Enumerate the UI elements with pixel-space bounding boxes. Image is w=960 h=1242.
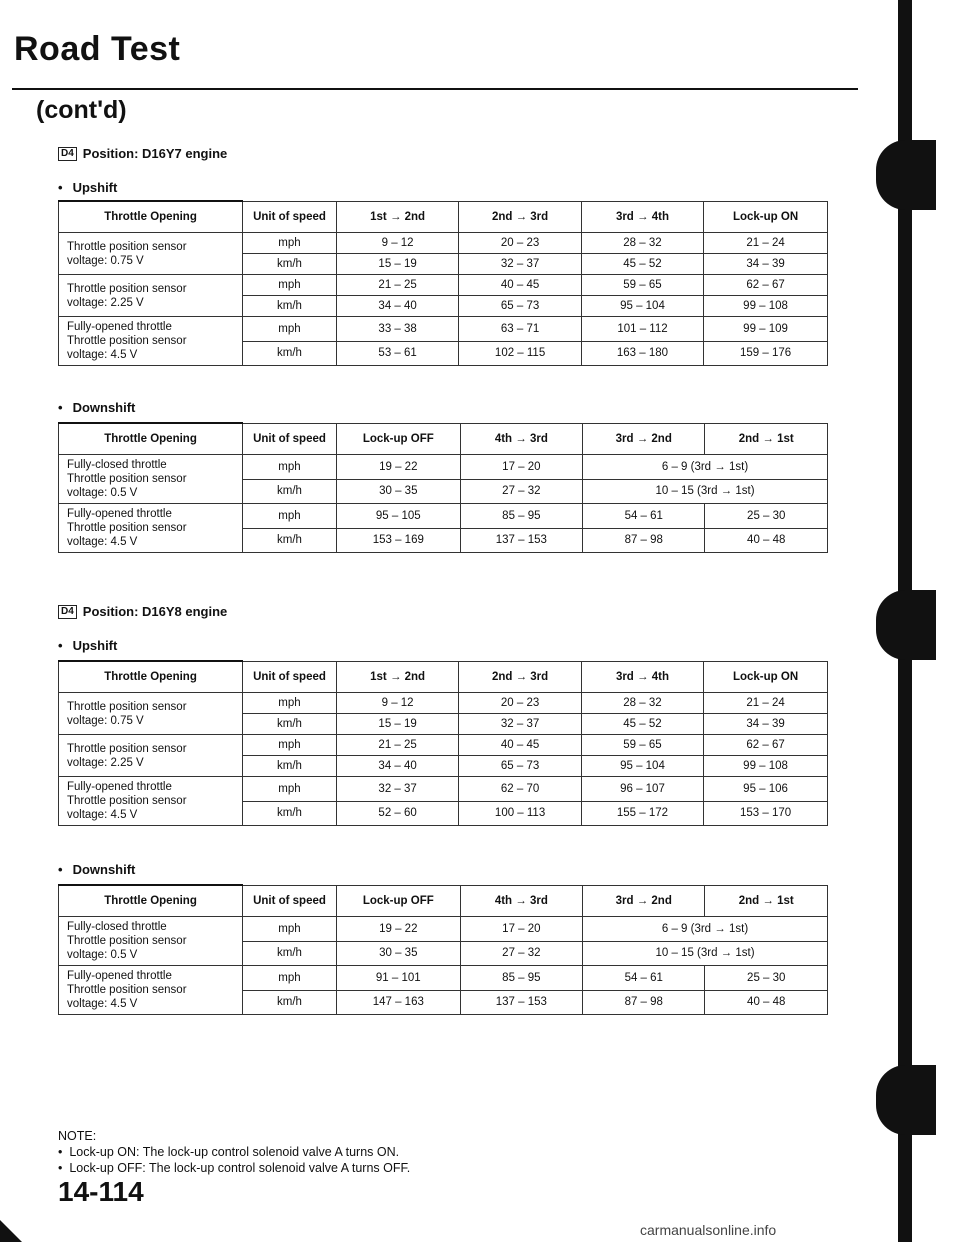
table-heading: • Downshift bbox=[58, 862, 136, 877]
note-block bbox=[58, 1128, 410, 1176]
column-header: Lock-up OFF bbox=[336, 885, 460, 917]
value-cell: 99 – 108 bbox=[704, 756, 828, 777]
value-cell: 99 – 108 bbox=[704, 296, 828, 317]
value-cell: 52 – 60 bbox=[336, 801, 458, 826]
bullet-icon: • bbox=[58, 862, 63, 877]
unit-cell: mph bbox=[243, 504, 337, 529]
unit-cell: mph bbox=[243, 233, 337, 254]
value-cell: 32 – 37 bbox=[336, 777, 458, 802]
table-row bbox=[59, 735, 828, 756]
value-cell: 153 – 169 bbox=[336, 528, 460, 553]
table-row bbox=[59, 966, 828, 991]
column-header: 3rd → 4th bbox=[581, 661, 703, 693]
table-row bbox=[59, 777, 828, 802]
value-cell: 21 – 25 bbox=[336, 735, 458, 756]
column-header: Unit of speed bbox=[243, 661, 337, 693]
note-item: • Lock-up OFF: The lock-up control solenoid valve A turns OFF. bbox=[58, 1161, 411, 1175]
row-label: Fully-closed throttle Throttle position sensor voltage: 0.5 V bbox=[59, 455, 243, 504]
column-header: 2nd → 3rd bbox=[459, 201, 581, 233]
value-cell: 15 – 19 bbox=[336, 254, 458, 275]
section-tab bbox=[876, 1065, 936, 1135]
value-cell: 95 – 104 bbox=[581, 296, 703, 317]
unit-cell: mph bbox=[243, 693, 337, 714]
value-cell: 62 – 70 bbox=[459, 777, 581, 802]
note-item: • Lock-up ON: The lock-up control solenoid valve A turns ON. bbox=[58, 1145, 400, 1159]
value-cell: 137 – 153 bbox=[460, 990, 582, 1015]
value-cell: 28 – 32 bbox=[581, 693, 703, 714]
value-cell: 20 – 23 bbox=[459, 233, 581, 254]
value-cell: 34 – 39 bbox=[704, 254, 828, 275]
column-header: Unit of speed bbox=[243, 885, 337, 917]
section-heading-text: Position: D16Y7 engine bbox=[82, 146, 228, 161]
column-header: Lock-up OFF bbox=[336, 423, 460, 455]
value-cell: 65 – 73 bbox=[459, 296, 581, 317]
column-header: 3rd → 2nd bbox=[583, 885, 705, 917]
value-cell: 155 – 172 bbox=[581, 801, 703, 826]
value-cell: 101 – 112 bbox=[581, 317, 703, 342]
page-subtitle: (cont'd) bbox=[36, 96, 127, 124]
column-header: Lock-up ON bbox=[704, 661, 828, 693]
value-cell: 63 – 71 bbox=[459, 317, 581, 342]
column-header: 1st → 2nd bbox=[336, 661, 458, 693]
value-cell: 28 – 32 bbox=[581, 233, 703, 254]
value-cell: 17 – 20 bbox=[460, 917, 582, 942]
section-heading-text: Position: D16Y8 engine bbox=[82, 604, 228, 619]
column-header: Throttle Opening bbox=[59, 423, 243, 455]
value-cell: 32 – 37 bbox=[459, 714, 581, 735]
unit-cell: km/h bbox=[243, 341, 337, 366]
row-label: Fully-closed throttle Throttle position sensor voltage: 0.5 V bbox=[59, 917, 243, 966]
table-row bbox=[59, 233, 828, 254]
column-header: 2nd → 1st bbox=[705, 885, 828, 917]
value-cell: 32 – 37 bbox=[459, 254, 581, 275]
unit-cell: mph bbox=[243, 777, 337, 802]
value-cell: 53 – 61 bbox=[336, 341, 458, 366]
value-cell: 19 – 22 bbox=[336, 917, 460, 942]
column-header: 3rd → 4th bbox=[581, 201, 703, 233]
section-heading bbox=[58, 604, 227, 619]
unit-cell: km/h bbox=[243, 528, 337, 553]
value-cell: 9 – 12 bbox=[336, 693, 458, 714]
section-heading bbox=[58, 146, 227, 161]
table-heading: • Downshift bbox=[58, 400, 136, 415]
gear-position-badge: D4 bbox=[58, 147, 77, 161]
value-cell-span: 6 – 9 (3rd → 1st) bbox=[583, 455, 828, 480]
page-title: Road Test bbox=[14, 30, 181, 68]
value-cell: 30 – 35 bbox=[336, 941, 460, 966]
value-cell: 21 – 24 bbox=[704, 233, 828, 254]
value-cell: 62 – 67 bbox=[704, 275, 828, 296]
value-cell: 27 – 32 bbox=[460, 479, 582, 504]
column-header: Throttle Opening bbox=[59, 201, 243, 233]
value-cell: 54 – 61 bbox=[583, 504, 705, 529]
value-cell: 30 – 35 bbox=[336, 479, 460, 504]
column-header: Throttle Opening bbox=[59, 885, 243, 917]
unit-cell: km/h bbox=[243, 941, 337, 966]
section-tab bbox=[876, 140, 936, 210]
value-cell: 9 – 12 bbox=[336, 233, 458, 254]
value-cell: 40 – 45 bbox=[459, 735, 581, 756]
table-heading: • Upshift bbox=[58, 638, 118, 653]
value-cell: 85 – 95 bbox=[460, 966, 582, 991]
column-header: 2nd → 3rd bbox=[459, 661, 581, 693]
value-cell-span: 6 – 9 (3rd → 1st) bbox=[583, 917, 828, 942]
value-cell: 95 – 105 bbox=[336, 504, 460, 529]
unit-cell: km/h bbox=[243, 714, 337, 735]
value-cell: 34 – 40 bbox=[336, 756, 458, 777]
note-label: NOTE: bbox=[58, 1129, 97, 1143]
value-cell: 40 – 45 bbox=[459, 275, 581, 296]
value-cell-span: 10 – 15 (3rd → 1st) bbox=[583, 941, 828, 966]
column-header: 4th → 3rd bbox=[460, 885, 582, 917]
unit-cell: mph bbox=[243, 966, 337, 991]
column-header: Lock-up ON bbox=[704, 201, 828, 233]
value-cell: 153 – 170 bbox=[704, 801, 828, 826]
spec-table bbox=[58, 200, 828, 366]
unit-cell: mph bbox=[243, 317, 337, 342]
value-cell: 87 – 98 bbox=[583, 528, 705, 553]
row-label: Fully-opened throttle Throttle position sensor voltage: 4.5 V bbox=[59, 504, 243, 553]
row-label: Throttle position sensor voltage: 2.25 V bbox=[59, 735, 243, 777]
unit-cell: km/h bbox=[243, 479, 337, 504]
row-label: Throttle position sensor voltage: 2.25 V bbox=[59, 275, 243, 317]
bullet-icon: • bbox=[58, 638, 63, 653]
table-row bbox=[59, 917, 828, 942]
unit-cell: mph bbox=[243, 275, 337, 296]
value-cell-span: 10 – 15 (3rd → 1st) bbox=[583, 479, 828, 504]
value-cell: 95 – 106 bbox=[704, 777, 828, 802]
value-cell: 33 – 38 bbox=[336, 317, 458, 342]
value-cell: 27 – 32 bbox=[460, 941, 582, 966]
value-cell: 95 – 104 bbox=[581, 756, 703, 777]
value-cell: 25 – 30 bbox=[705, 504, 828, 529]
value-cell: 99 – 109 bbox=[704, 317, 828, 342]
column-header: 4th → 3rd bbox=[460, 423, 582, 455]
value-cell: 96 – 107 bbox=[581, 777, 703, 802]
unit-cell: mph bbox=[243, 735, 337, 756]
bullet-icon: • bbox=[58, 180, 63, 195]
section-tab bbox=[876, 590, 936, 660]
title-rule bbox=[12, 88, 858, 90]
page-number: 14-114 bbox=[58, 1176, 144, 1207]
spec-table bbox=[58, 884, 828, 1015]
column-header: 1st → 2nd bbox=[336, 201, 458, 233]
value-cell: 163 – 180 bbox=[581, 341, 703, 366]
row-label: Fully-opened throttle Throttle position sensor voltage: 4.5 V bbox=[59, 317, 243, 366]
value-cell: 45 – 52 bbox=[581, 714, 703, 735]
unit-cell: km/h bbox=[243, 756, 337, 777]
value-cell: 59 – 65 bbox=[581, 735, 703, 756]
row-label: Fully-opened throttle Throttle position sensor voltage: 4.5 V bbox=[59, 966, 243, 1015]
table-row bbox=[59, 455, 828, 480]
value-cell: 45 – 52 bbox=[581, 254, 703, 275]
table-row bbox=[59, 317, 828, 342]
unit-cell: km/h bbox=[243, 296, 337, 317]
table-row bbox=[59, 504, 828, 529]
value-cell: 100 – 113 bbox=[459, 801, 581, 826]
value-cell: 85 – 95 bbox=[460, 504, 582, 529]
value-cell: 65 – 73 bbox=[459, 756, 581, 777]
watermark: carmanualsonline.info bbox=[640, 1222, 777, 1238]
unit-cell: km/h bbox=[243, 254, 337, 275]
unit-cell: mph bbox=[243, 455, 337, 480]
value-cell: 40 – 48 bbox=[705, 528, 828, 553]
value-cell: 102 – 115 bbox=[459, 341, 581, 366]
column-header: 3rd → 2nd bbox=[583, 423, 705, 455]
unit-cell: km/h bbox=[243, 990, 337, 1015]
unit-cell: km/h bbox=[243, 801, 337, 826]
value-cell: 91 – 101 bbox=[336, 966, 460, 991]
value-cell: 21 – 24 bbox=[704, 693, 828, 714]
value-cell: 87 – 98 bbox=[583, 990, 705, 1015]
bullet-icon: • bbox=[58, 400, 63, 415]
table-row bbox=[59, 275, 828, 296]
gear-position-badge: D4 bbox=[58, 605, 77, 619]
value-cell: 20 – 23 bbox=[459, 693, 581, 714]
value-cell: 34 – 39 bbox=[704, 714, 828, 735]
spec-table bbox=[58, 660, 828, 826]
row-label: Throttle position sensor voltage: 0.75 V bbox=[59, 693, 243, 735]
row-label: Fully-opened throttle Throttle position sensor voltage: 4.5 V bbox=[59, 777, 243, 826]
column-header: Unit of speed bbox=[243, 201, 337, 233]
value-cell: 59 – 65 bbox=[581, 275, 703, 296]
value-cell: 159 – 176 bbox=[704, 341, 828, 366]
spec-table bbox=[58, 422, 828, 553]
table-row bbox=[59, 693, 828, 714]
value-cell: 147 – 163 bbox=[336, 990, 460, 1015]
column-header: Throttle Opening bbox=[59, 661, 243, 693]
table-heading: • Upshift bbox=[58, 180, 118, 195]
value-cell: 25 – 30 bbox=[705, 966, 828, 991]
value-cell: 54 – 61 bbox=[583, 966, 705, 991]
value-cell: 137 – 153 bbox=[460, 528, 582, 553]
corner-mark bbox=[0, 1220, 22, 1242]
value-cell: 15 – 19 bbox=[336, 714, 458, 735]
value-cell: 40 – 48 bbox=[705, 990, 828, 1015]
value-cell: 19 – 22 bbox=[336, 455, 460, 480]
value-cell: 17 – 20 bbox=[460, 455, 582, 480]
value-cell: 34 – 40 bbox=[336, 296, 458, 317]
row-label: Throttle position sensor voltage: 0.75 V bbox=[59, 233, 243, 275]
column-header: 2nd → 1st bbox=[705, 423, 828, 455]
column-header: Unit of speed bbox=[243, 423, 337, 455]
value-cell: 21 – 25 bbox=[336, 275, 458, 296]
unit-cell: mph bbox=[243, 917, 337, 942]
value-cell: 62 – 67 bbox=[704, 735, 828, 756]
